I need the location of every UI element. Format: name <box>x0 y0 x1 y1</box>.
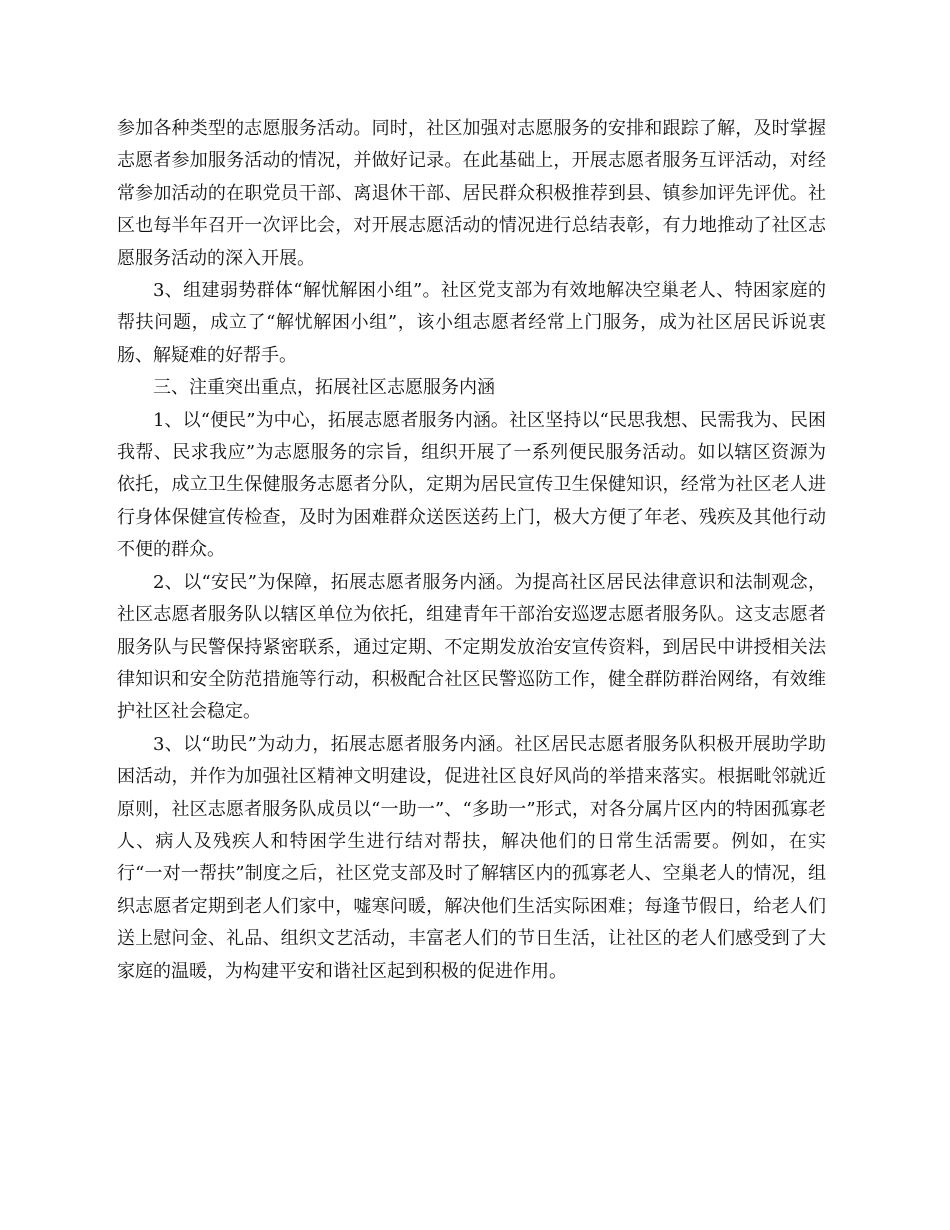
paragraph-1: 参加各种类型的志愿服务活动。同时，社区加强对志愿服务的安排和跟踪了解，及时掌握志愿者参加服务活动的情况，并做好记录。在此基础上，开展志愿者服务互评活动，对经常参加活动的在职党员干部、离退休干部、居民群众积极推荐到县、镇参加评先评优。社区也每半年召开一次评比会，对开展志愿活动的情况进行总结表彰，有力地推动了社区志愿服务活动的深入开展。 <box>117 118 826 269</box>
paragraph-3: 1、以“便民”为中心，拓展志愿者服务内涵。社区坚持以“民思我想、民需我为、民困我帮、民求我应”为志愿服务的宗旨，组织开展了一系列便民服务活动。如以辖区资源为依托，成立卫生保健服务志愿者分队，定期为居民宣传卫生保健知识，经常为社区老人进行身体保健宣传检查，及时为困难群众送医送药上门，极大方便了年老、残疾及其他行动不便的群众。 <box>117 409 826 561</box>
paragraph-4: 2、以“安民”为保障，拓展志愿者服务内涵。为提高社区居民法律意识和法制观念，社区志愿者服务队以辖区单位为依托，组建青年干部治安巡逻志愿者服务队。这支志愿者服务队与民警保持紧密联系，通过定期、不定期发放治安宣传资料，到居民中讲授相关法律知识和安全防范措施等行动，积极配合社区民警巡防工作，健全群防群治网络，有效维护社区社会稳定。 <box>117 571 826 723</box>
paragraph-5: 3、以“助民”为动力，拓展志愿者服务内涵。社区居民志愿者服务队积极开展助学助困活动，并作为加强社区精神文明建设，促进社区良好风尚的举措来落实。根据毗邻就近原则，社区志愿者服务队成员以“一助一”、“多助一”形式，对各分属片区内的特困孤寡老人、病人及残疾人和特困学生进行结对帮扶，解决他们的日常生活需要。例如，在实行“一对一帮扶”制度之后，社区党支部及时了解辖区内的孤寡老人、空巢老人的情况，组织志愿者定期到老人们家中，嘘寒问暖，解决他们生活实际困难；每逢节假日，给老人们送上慰问金、礼品、组织文艺活动，丰富老人们的节日生活，让社区的老人们感受到了大家庭的温暖，为构建平安和谐社区起到积极的促进作用。 <box>117 733 826 982</box>
paragraph-2: 3、组建弱势群体“解忧解困小组”。社区党支部为有效地解决空巢老人、特困家庭的帮扶问题，成立了“解忧解困小组”，该小组志愿者经常上门服务，成为社区居民诉说衷肠、解疑难的好帮手。 <box>117 280 826 366</box>
document-body <box>117 113 826 988</box>
section-heading: 三、注重突出重点，拓展社区志愿服务内涵 <box>153 377 495 399</box>
